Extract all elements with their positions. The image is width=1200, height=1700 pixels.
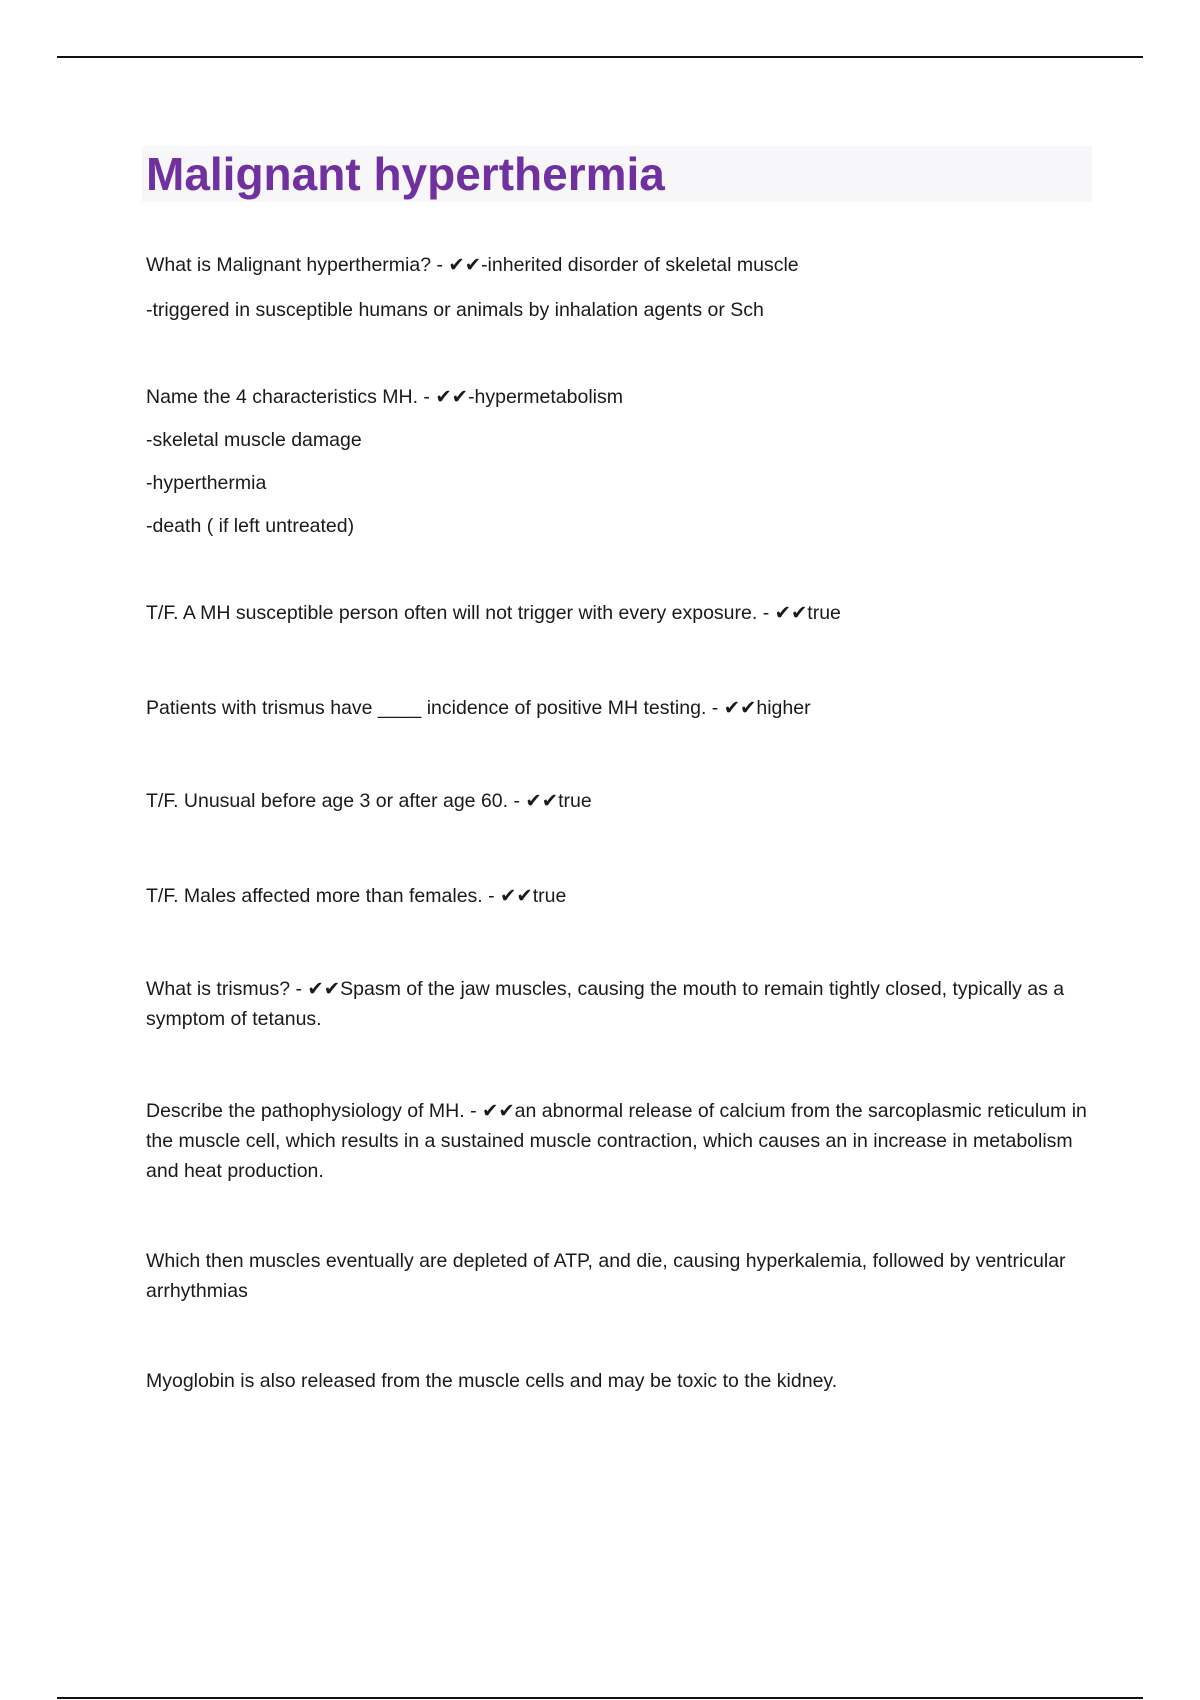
answer-text: true: [807, 602, 841, 624]
question-text: T/F. A MH susceptible person often will not trigger with every exposure. - ✔✔: [146, 602, 808, 624]
document-title: Malignant hyperthermia: [146, 148, 665, 200]
answer-text: -hypermetabolism: [468, 386, 623, 408]
qa-card: [146, 250, 1096, 325]
qa-line: [146, 693, 1096, 723]
qa-line: [146, 1096, 1096, 1186]
spacer: [146, 926, 1096, 974]
answer-text: Spasm of the jaw muscles, causing the mouth to remain tightly closed, typically as a symptom of tetanus.: [146, 978, 1065, 1030]
answer-line: -triggered in susceptible humans or animals by inhalation agents or Sch: [146, 299, 764, 321]
spacer: [146, 1306, 1096, 1366]
qa-line: [146, 250, 1096, 280]
top-divider: [57, 56, 1143, 58]
qa-card: [146, 382, 1096, 541]
answer-text: an abnormal release of calcium from the sarcoplasmic reticulum in the muscle cell, which results in a sustained muscle contraction, which causes an in increase in metabolism and heat production.: [146, 1100, 1087, 1182]
qa-line: [146, 598, 1096, 628]
spacer: [146, 831, 1096, 881]
spacer: [146, 556, 1096, 598]
question-text: Name the 4 characteristics MH. - ✔✔: [146, 386, 469, 408]
answer-text: -inherited disorder of skeletal muscle: [481, 254, 799, 276]
spacer: [146, 340, 1096, 382]
question-text: What is Malignant hyperthermia? - ✔✔: [146, 254, 482, 276]
spacer: [146, 1034, 1096, 1096]
question-text: Patients with trismus have ____ incidence of positive MH testing. - ✔✔: [146, 697, 757, 719]
paragraph: Which then muscles eventually are depleted of ATP, and die, causing hyperkalemia, followed by ventricular arrhythmias: [146, 1250, 1066, 1302]
spacer: [146, 1186, 1096, 1246]
answer-text: true: [558, 790, 592, 812]
spacer: [146, 738, 1096, 786]
answer-text: true: [532, 885, 567, 907]
question-text: T/F. Unusual before age 3 or after age 60. - ✔✔: [146, 790, 559, 812]
document-body: [146, 250, 1096, 1396]
spacer: [146, 643, 1096, 693]
qa-line: [146, 881, 1096, 911]
bottom-divider: [57, 1697, 1143, 1699]
question-text: Describe the pathophysiology of MH. - ✔✔: [146, 1100, 515, 1122]
paragraph: Myoglobin is also released from the muscle cells and may be toxic to the kidney.: [146, 1370, 838, 1392]
qa-line: [146, 382, 1096, 412]
qa-line: [146, 974, 1096, 1034]
answer-line: -hyperthermia: [146, 472, 267, 494]
question-text: T/F. Males affected more than females. - ✔✔: [146, 885, 533, 907]
qa-line: [146, 786, 1096, 816]
answer-line: -death ( if left untreated): [146, 515, 355, 537]
answer-text: higher: [756, 697, 811, 719]
question-text: What is trismus? - ✔✔: [146, 978, 341, 1000]
answer-line: -skeletal muscle damage: [146, 429, 362, 451]
